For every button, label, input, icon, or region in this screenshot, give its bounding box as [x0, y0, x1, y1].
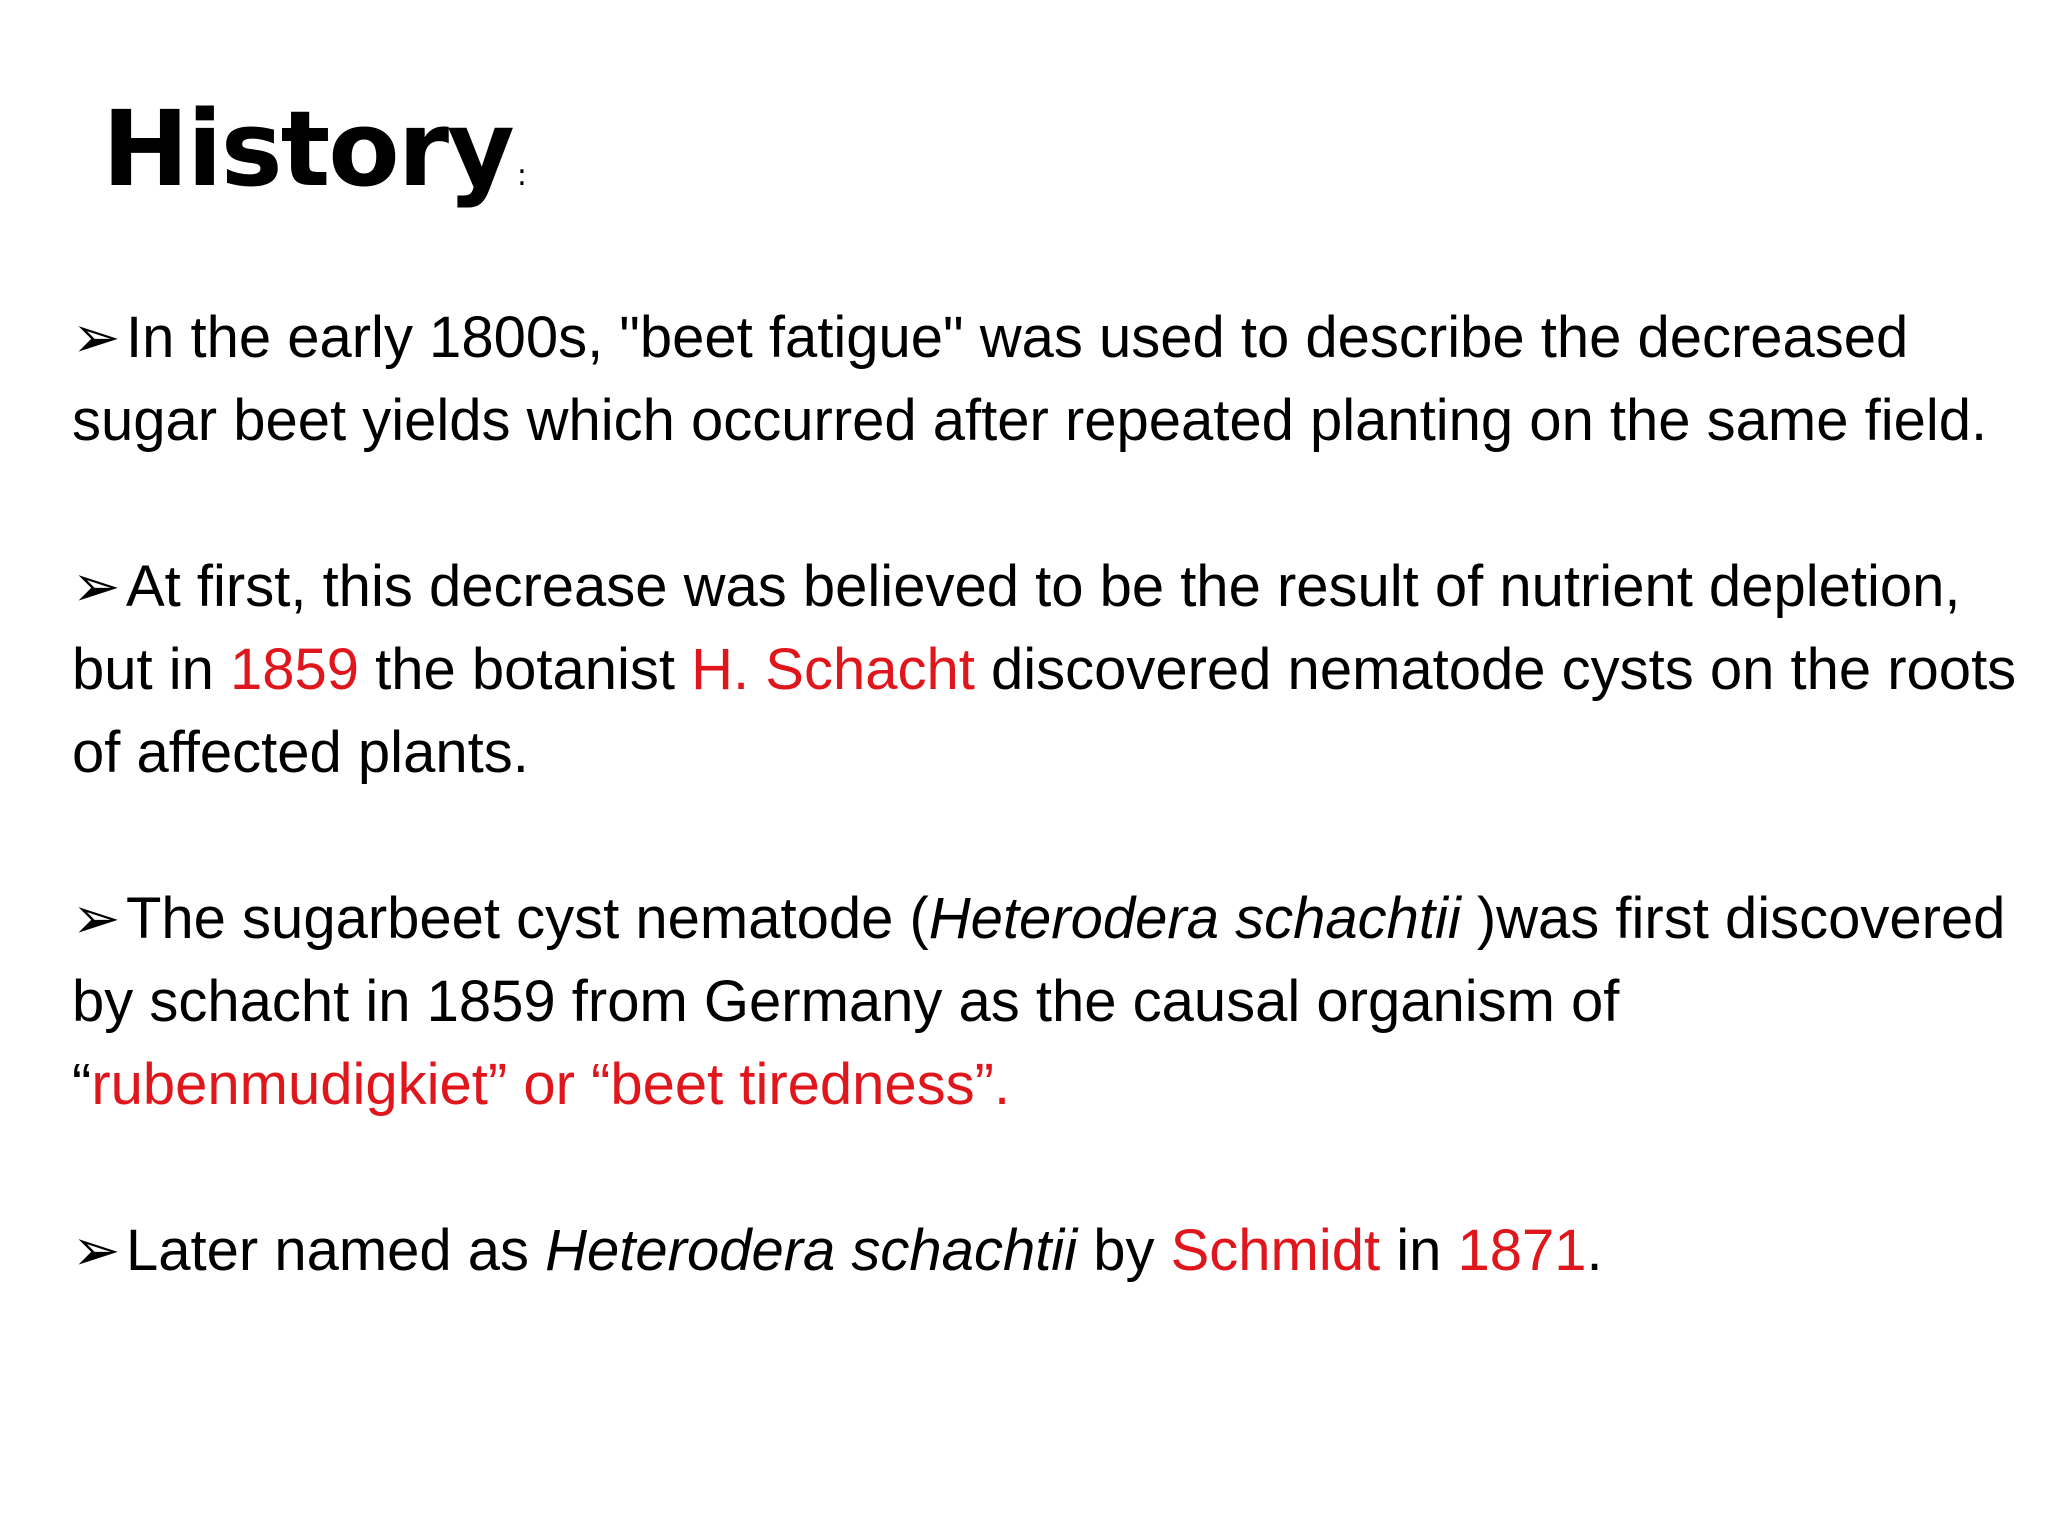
bullet-item-beet-fatigue — [72, 296, 2032, 462]
bullet-text: the botanist — [359, 637, 692, 702]
arrow-bullet-icon: ➢ — [72, 1218, 121, 1283]
highlight-year: 1859 — [230, 637, 360, 702]
bullet-item-sugarbeet-nematode — [72, 877, 2032, 1126]
slide-title — [102, 88, 527, 210]
arrow-bullet-icon: ➢ — [72, 886, 121, 951]
title-text: History — [102, 88, 513, 210]
bullet-text: At first, this decrease was believed to be the result of nutrient depletion, but in — [72, 554, 1961, 702]
arrow-bullet-icon: ➢ — [72, 305, 121, 370]
highlight-person: Schmidt — [1170, 1218, 1381, 1283]
bullet-list — [72, 296, 2032, 1375]
highlight-person: H. Schacht — [691, 637, 975, 702]
bullet-item-schmidt-naming — [72, 1209, 2032, 1292]
bullet-text: by — [1077, 1218, 1171, 1283]
title-colon: : — [516, 158, 527, 193]
bullet-text: The sugarbeet cyst nematode ( — [126, 886, 929, 951]
bullet-text: In the early 1800s, "beet fatigue" was used to describe the decreased sugar beet yields which occurred after repeated planting on the same field. — [72, 305, 1988, 453]
bullet-text: Later named as — [126, 1218, 546, 1283]
species-name: Heterodera schachtii — [545, 1218, 1078, 1283]
bullet-text: in — [1380, 1218, 1458, 1283]
bullet-text: . — [1586, 1218, 1603, 1283]
highlight-year: 1871 — [1457, 1218, 1587, 1283]
bullet-text: discovered nematode cysts on the roots of affected plants. — [72, 637, 2017, 785]
highlight-term: rubenmudigkiet” or “beet tiredness”. — [91, 1052, 1011, 1117]
bullet-item-schacht-discovery — [72, 545, 2032, 794]
bullet-text: )was first discovered by schacht in 1859 from Germany as the causal organism of “ — [72, 886, 2006, 1117]
arrow-bullet-icon: ➢ — [72, 554, 121, 619]
species-name: Heterodera schachtii — [928, 886, 1477, 951]
